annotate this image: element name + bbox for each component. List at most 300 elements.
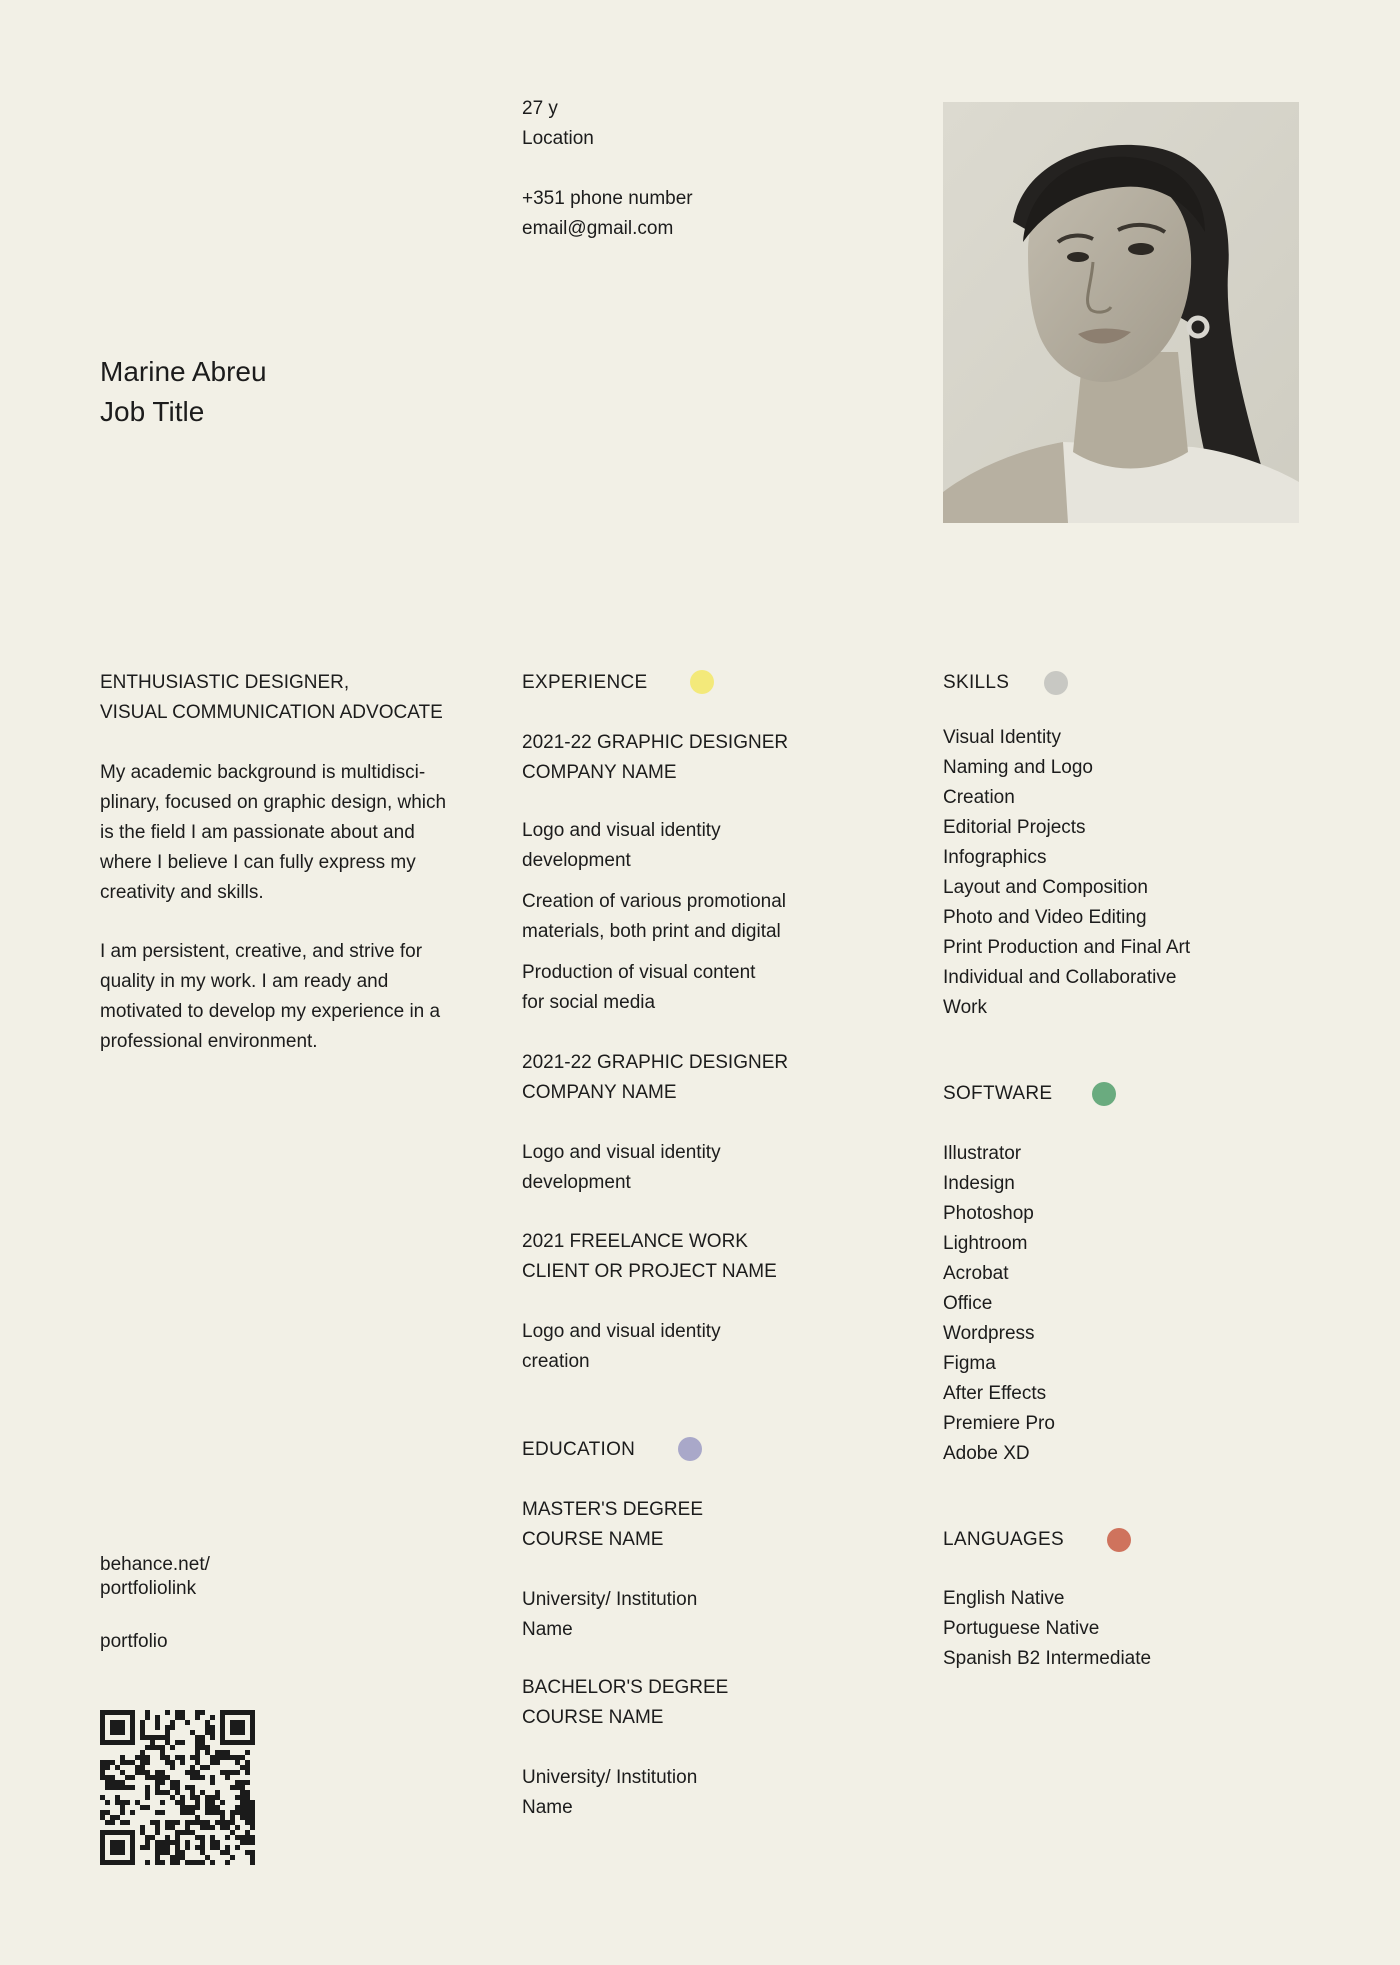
qr-module (250, 1800, 255, 1805)
qr-module (210, 1730, 215, 1735)
qr-module (165, 1755, 170, 1760)
qr-module (215, 1795, 220, 1800)
qr-module (185, 1860, 190, 1865)
qr-module (220, 1750, 225, 1755)
list-item: Creation (943, 787, 1015, 808)
qr-module (210, 1860, 215, 1865)
qr-module (250, 1860, 255, 1865)
qr-module (180, 1805, 185, 1810)
qr-module (245, 1835, 250, 1840)
qr-module (125, 1760, 130, 1765)
qr-module (225, 1740, 230, 1745)
qr-module (130, 1735, 135, 1740)
qr-module (205, 1745, 210, 1750)
qr-module (180, 1710, 185, 1715)
course-line: COURSE NAME (522, 1707, 664, 1728)
qr-module (125, 1820, 130, 1825)
qr-module (235, 1845, 240, 1850)
qr-module (175, 1715, 180, 1720)
qr-module (100, 1740, 105, 1745)
task-line: materials, both print and digital (522, 921, 781, 942)
behance-link-line-2: portfoliolink (100, 1578, 197, 1599)
qr-module (235, 1720, 240, 1725)
qr-module (170, 1780, 175, 1785)
qr-module (110, 1710, 115, 1715)
qr-module (115, 1795, 120, 1800)
qr-module (170, 1860, 175, 1865)
qr-module (220, 1755, 225, 1760)
qr-module (145, 1840, 150, 1845)
list-item: Editorial Projects (943, 817, 1086, 838)
qr-module (230, 1820, 235, 1825)
qr-module (120, 1760, 125, 1765)
qr-module (235, 1825, 240, 1830)
qr-module (140, 1805, 145, 1810)
qr-module (100, 1845, 105, 1850)
qr-module (245, 1840, 250, 1845)
qr-module (110, 1780, 115, 1785)
qr-module (100, 1715, 105, 1720)
qr-module (130, 1840, 135, 1845)
qr-module (160, 1840, 165, 1845)
qr-module (180, 1830, 185, 1835)
qr-module (125, 1740, 130, 1745)
qr-module (220, 1710, 225, 1715)
qr-module (110, 1730, 115, 1735)
qr-module (155, 1825, 160, 1830)
task-line: for social media (522, 992, 656, 1013)
qr-module (220, 1720, 225, 1725)
qr-module (170, 1825, 175, 1830)
qr-module (155, 1785, 160, 1790)
job-title: Job Title (100, 396, 205, 427)
qr-module (165, 1835, 170, 1840)
qr-module (210, 1735, 215, 1740)
qr-module (240, 1785, 245, 1790)
qr-module (145, 1715, 150, 1720)
qr-module (120, 1780, 125, 1785)
qr-module (190, 1805, 195, 1810)
qr-module (100, 1830, 105, 1835)
list-item: Naming and Logo (943, 757, 1093, 778)
qr-module (195, 1745, 200, 1750)
qr-module (200, 1775, 205, 1780)
qr-module (215, 1755, 220, 1760)
about-tagline (100, 668, 443, 728)
list-item: Work (943, 997, 987, 1018)
age: 27 y (522, 98, 558, 119)
qr-module (250, 1820, 255, 1825)
qr-module (165, 1735, 170, 1740)
qr-module (190, 1730, 195, 1735)
qr-module (120, 1820, 125, 1825)
qr-module (155, 1860, 160, 1865)
qr-module (145, 1745, 150, 1750)
qr-module (170, 1795, 175, 1800)
education-degree-1 (522, 1495, 703, 1645)
qr-module (190, 1785, 195, 1790)
qr-module (230, 1720, 235, 1725)
qr-module (210, 1825, 215, 1830)
qr-module (165, 1740, 170, 1745)
qr-module (205, 1855, 210, 1860)
qr-module (155, 1735, 160, 1740)
qr-module (160, 1850, 165, 1855)
qr-module (235, 1835, 240, 1840)
qr-module (210, 1780, 215, 1785)
qr-module (250, 1805, 255, 1810)
qr-module (140, 1755, 145, 1760)
qr-module (120, 1770, 125, 1775)
qr-module (155, 1775, 160, 1780)
qr-module (250, 1735, 255, 1740)
qr-module (100, 1730, 105, 1735)
qr-module (250, 1850, 255, 1855)
qr-module (105, 1785, 110, 1790)
list-item: Office (943, 1293, 993, 1314)
qr-module (245, 1820, 250, 1825)
phone: +351 phone number (522, 188, 693, 209)
qr-module (215, 1805, 220, 1810)
qr-module (155, 1845, 160, 1850)
qr-module (110, 1815, 115, 1820)
qr-module (240, 1780, 245, 1785)
qr-module (250, 1740, 255, 1745)
qr-module (250, 1840, 255, 1845)
qr-module (110, 1850, 115, 1855)
qr-module (155, 1725, 160, 1730)
qr-module (145, 1805, 150, 1810)
qr-module (140, 1765, 145, 1770)
qr-module (225, 1835, 230, 1840)
qr-module (195, 1775, 200, 1780)
qr-module (195, 1815, 200, 1820)
qr-module (175, 1835, 180, 1840)
qr-module (220, 1725, 225, 1730)
qr-module (120, 1850, 125, 1855)
qr-module (240, 1810, 245, 1815)
qr-module (160, 1735, 165, 1740)
qr-module (155, 1790, 160, 1795)
qr-module (100, 1710, 105, 1715)
list-item: Adobe XD (943, 1443, 1030, 1464)
qr-module (130, 1715, 135, 1720)
qr-module (240, 1710, 245, 1715)
qr-module (240, 1720, 245, 1725)
qr-module (105, 1810, 110, 1815)
list-item: Lightroom (943, 1233, 1028, 1254)
qr-module (190, 1755, 195, 1760)
qr-module (225, 1770, 230, 1775)
qr-module (250, 1810, 255, 1815)
company-line: CLIENT OR PROJECT NAME (522, 1261, 777, 1282)
qr-module (245, 1795, 250, 1800)
qr-module (135, 1770, 140, 1775)
list-item: Premiere Pro (943, 1413, 1055, 1434)
qr-module (110, 1845, 115, 1850)
qr-module (175, 1780, 180, 1785)
qr-module (210, 1725, 215, 1730)
list-item: English Native (943, 1588, 1065, 1609)
qr-module (205, 1820, 210, 1825)
qr-module (195, 1820, 200, 1825)
qr-module (140, 1725, 145, 1730)
list-item: Wordpress (943, 1323, 1035, 1344)
qr-module (215, 1810, 220, 1815)
qr-module (185, 1840, 190, 1845)
qr-module (170, 1765, 175, 1770)
qr-module (245, 1750, 250, 1755)
company-line: COMPANY NAME (522, 1082, 677, 1103)
qr-module (245, 1780, 250, 1785)
qr-module (115, 1815, 120, 1820)
list-item: Infographics (943, 847, 1047, 868)
task-line: development (522, 1172, 631, 1193)
email[interactable]: email@gmail.com (522, 218, 674, 239)
qr-module (235, 1770, 240, 1775)
qr-module (105, 1765, 110, 1770)
qr-module (125, 1785, 130, 1790)
qr-module (235, 1785, 240, 1790)
qr-module (230, 1810, 235, 1815)
qr-module (195, 1800, 200, 1805)
qr-module (120, 1725, 125, 1730)
qr-module (115, 1840, 120, 1845)
qr-module (225, 1845, 230, 1850)
qr-module (130, 1785, 135, 1790)
qr-module (215, 1760, 220, 1765)
software-dot (1092, 1082, 1116, 1106)
qr-module (240, 1805, 245, 1810)
qr-module (160, 1770, 165, 1775)
qr-module (160, 1845, 165, 1850)
qr-module (205, 1810, 210, 1815)
qr-module (250, 1855, 255, 1860)
qr-module (155, 1720, 160, 1725)
list-item: Acrobat (943, 1263, 1009, 1284)
qr-module (130, 1810, 135, 1815)
qr-module (230, 1755, 235, 1760)
skills-dot (1044, 671, 1068, 695)
qr-module (100, 1795, 105, 1800)
qr-module (125, 1800, 130, 1805)
qr-module (175, 1800, 180, 1805)
qr-module (115, 1800, 120, 1805)
qr-module (235, 1795, 240, 1800)
qr-module (160, 1790, 165, 1795)
qr-module (220, 1730, 225, 1735)
experience-heading: EXPERIENCE (522, 672, 648, 693)
qr-module (250, 1730, 255, 1735)
qr-module (250, 1715, 255, 1720)
qr-module (160, 1800, 165, 1805)
qr-module (195, 1710, 200, 1715)
list-item: Figma (943, 1353, 996, 1374)
qr-module (200, 1740, 205, 1745)
qr-module (205, 1720, 210, 1725)
qr-module (180, 1755, 185, 1760)
education-heading: EDUCATION (522, 1439, 636, 1460)
qr-module (170, 1725, 175, 1730)
qr-module (120, 1830, 125, 1835)
qr-module (120, 1800, 125, 1805)
qr-module (150, 1745, 155, 1750)
qr-module (165, 1790, 170, 1795)
qr-module (105, 1820, 110, 1825)
qr-module (170, 1785, 175, 1790)
task-line: Production of visual content (522, 962, 756, 983)
qr-module (130, 1830, 135, 1835)
qr-module (135, 1755, 140, 1760)
qr-module (190, 1765, 195, 1770)
qr-module (120, 1710, 125, 1715)
qr-module (150, 1740, 155, 1745)
qr-module (215, 1820, 220, 1825)
qr-module (155, 1810, 160, 1815)
qr-module (205, 1750, 210, 1755)
qr-module (155, 1850, 160, 1855)
qr-module (210, 1775, 215, 1780)
qr-module (205, 1795, 210, 1800)
qr-module (230, 1770, 235, 1775)
qr-module (105, 1775, 110, 1780)
qr-module (200, 1790, 205, 1795)
qr-module (210, 1810, 215, 1815)
qr-module (140, 1825, 145, 1830)
qr-module (105, 1710, 110, 1715)
qr-module (240, 1800, 245, 1805)
qr-module (245, 1760, 250, 1765)
qr-module (225, 1860, 230, 1865)
qr-module (235, 1805, 240, 1810)
qr-module (210, 1760, 215, 1765)
qr-module (180, 1740, 185, 1745)
qr-module (165, 1845, 170, 1850)
qr-module (165, 1730, 170, 1735)
qr-module (110, 1760, 115, 1765)
tagline-line-1: ENTHUSIASTIC DESIGNER, (100, 672, 350, 693)
qr-module (245, 1740, 250, 1745)
portfolio-link[interactable]: portfolio (100, 1631, 168, 1652)
qr-module (140, 1720, 145, 1725)
qr-module (245, 1770, 250, 1775)
experience-job-1 (522, 728, 788, 1018)
qr-module (165, 1725, 170, 1730)
qr-module (190, 1770, 195, 1775)
task-line: Logo and visual identity (522, 820, 721, 841)
qr-module (175, 1785, 180, 1790)
qr-module (190, 1830, 195, 1835)
qr-module (195, 1845, 200, 1850)
qr-module (220, 1715, 225, 1720)
qr-module (190, 1820, 195, 1825)
qr-module (225, 1850, 230, 1855)
task-line: Logo and visual identity (522, 1321, 721, 1342)
person-name: Marine Abreu (100, 356, 267, 387)
qr-module (115, 1845, 120, 1850)
qr-module (200, 1840, 205, 1845)
qr-module (145, 1795, 150, 1800)
qr-module (120, 1755, 125, 1760)
qr-module (235, 1740, 240, 1745)
qr-module (230, 1830, 235, 1835)
qr-module (175, 1850, 180, 1855)
qr-module (200, 1835, 205, 1840)
qr-module (225, 1825, 230, 1830)
qr-module (145, 1860, 150, 1865)
qr-module (100, 1775, 105, 1780)
qr-module (220, 1820, 225, 1825)
qr-module (130, 1710, 135, 1715)
qr-module (225, 1750, 230, 1755)
qr-module (180, 1760, 185, 1765)
qr-module (240, 1755, 245, 1760)
qr-module (115, 1860, 120, 1865)
qr-module (240, 1795, 245, 1800)
qr-module (100, 1720, 105, 1725)
qr-module (230, 1725, 235, 1730)
qr-module (245, 1805, 250, 1810)
list-item: Spanish B2 Intermediate (943, 1648, 1152, 1669)
qr-module (215, 1750, 220, 1755)
qr-module (195, 1735, 200, 1740)
skills-list (943, 723, 1190, 1023)
list-item: Photoshop (943, 1203, 1034, 1224)
qr-module (175, 1710, 180, 1715)
qr-module (115, 1740, 120, 1745)
qr-module (130, 1760, 135, 1765)
qr-module (200, 1845, 205, 1850)
behance-link[interactable] (100, 1553, 210, 1601)
qr-module (205, 1725, 210, 1730)
qr-module (240, 1790, 245, 1795)
qr-module (180, 1800, 185, 1805)
qr-module (185, 1810, 190, 1815)
institution-line: Name (522, 1619, 573, 1640)
qr-module (100, 1725, 105, 1730)
qr-module (170, 1745, 175, 1750)
qr-module (195, 1740, 200, 1745)
qr-module (120, 1740, 125, 1745)
task-line: creation (522, 1351, 590, 1372)
qr-module (110, 1720, 115, 1725)
qr-module (195, 1750, 200, 1755)
qr-module (140, 1750, 145, 1755)
qr-module (200, 1735, 205, 1740)
qr-module (115, 1850, 120, 1855)
qr-module (115, 1785, 120, 1790)
task-line: Creation of various promotional (522, 891, 787, 912)
qr-module (100, 1760, 105, 1765)
qr-module (100, 1810, 105, 1815)
qr-module (155, 1715, 160, 1720)
qr-module (145, 1755, 150, 1760)
qr-module (160, 1755, 165, 1760)
qr-module (250, 1720, 255, 1725)
qr-module (200, 1765, 205, 1770)
qr-module (235, 1730, 240, 1735)
qr-module (110, 1820, 115, 1825)
qr-module (150, 1735, 155, 1740)
qr-module (170, 1840, 175, 1845)
qr-module (205, 1825, 210, 1830)
experience-job-3 (522, 1227, 777, 1377)
qr-module (140, 1770, 145, 1775)
qr-module (230, 1855, 235, 1860)
qr-module (250, 1835, 255, 1840)
qr-module (115, 1725, 120, 1730)
qr-module (185, 1820, 190, 1825)
